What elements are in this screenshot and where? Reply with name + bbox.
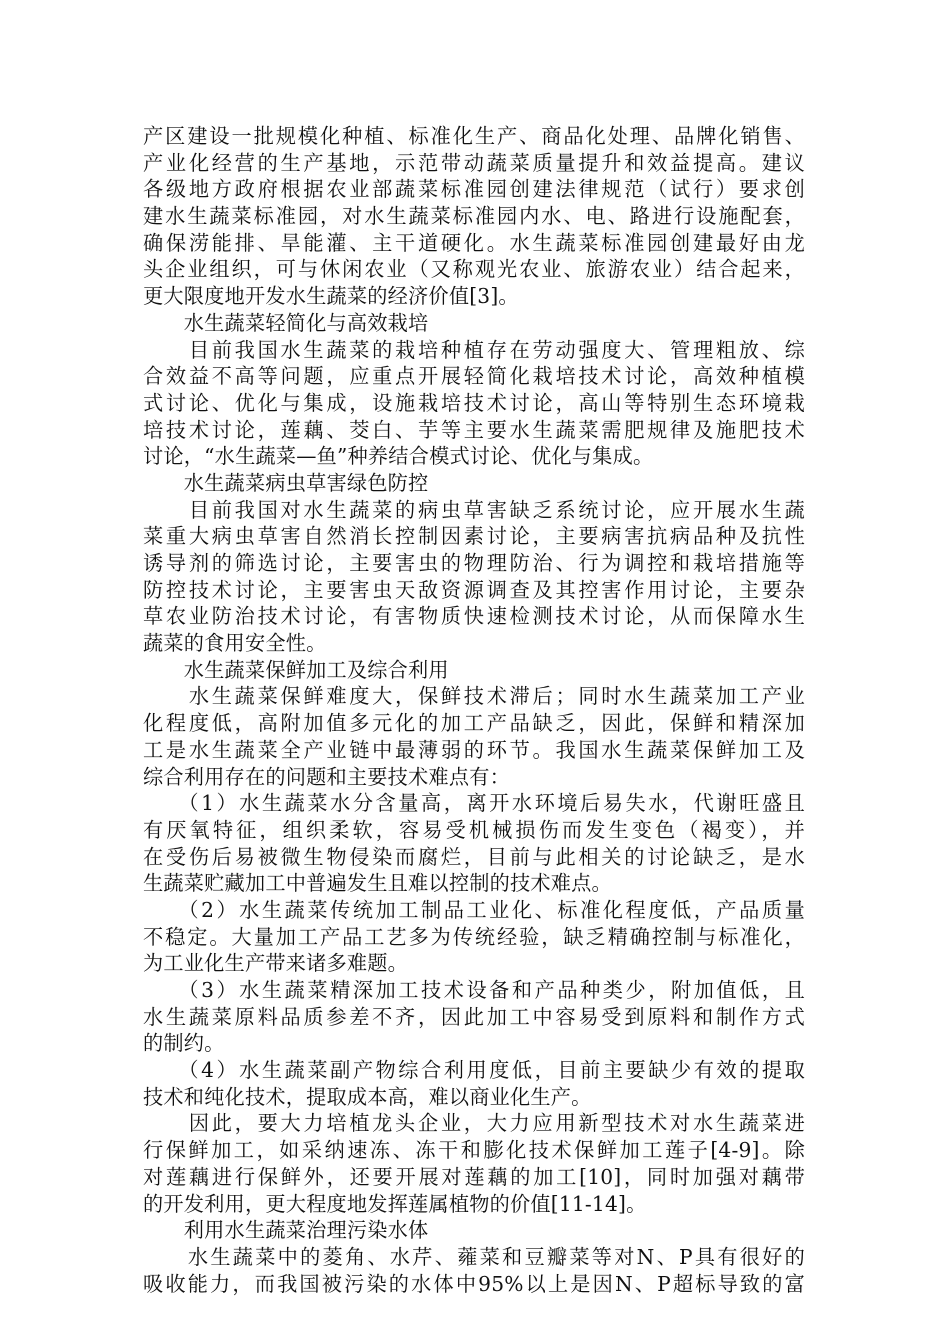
text-line: 目前我国水生蔬菜的栽培种植存在劳动强度大、管理粗放、综 [143, 337, 805, 362]
text-line: 菜重大病虫草害自然消长控制因素讨论，主要病害抗病品种及抗性 [143, 524, 805, 549]
text-line: 技术和纯化技术，提取成本高，难以商业化生产。 [143, 1084, 592, 1109]
text-line: 各级地方政府根据农业部蔬菜标准园创建法律规范（试行）要求创 [143, 177, 805, 202]
text-line: 式讨论、优化与集成，设施栽培技术讨论，高山等特别生态环境栽 [143, 390, 805, 415]
text-line: 不稳定。大量加工产品工艺多为传统经验，缺乏精确控制与标准化， [143, 924, 805, 949]
text-line: 防控技术讨论，主要害虫天敌资源调查及其控害作用讨论，主要杂 [143, 577, 805, 602]
text-line: 水生蔬菜原料品质参差不齐，因此加工中容易受到原料和制作方式 [143, 1004, 805, 1029]
text-line: 为工业化生产带来诸多难题。 [143, 951, 409, 976]
text-line: 蔬菜的食用安全性。 [143, 631, 327, 656]
text-line: 讨论，“水生蔬菜—鱼”种养结合模式讨论、优化与集成。 [143, 444, 654, 469]
text-line: 更大限度地开发水生蔬菜的经济价值[3]。 [143, 284, 519, 309]
text-line: 有厌氧特征，组织柔软，容易受机械损伤而发生变色（褐变），并 [143, 817, 805, 842]
text-line: 工是水生蔬菜全产业链中最薄弱的环节。我国水生蔬菜保鲜加工及 [143, 737, 805, 762]
text-line: 在受伤后易被微生物侵染而腐烂，目前与此相关的讨论缺乏，是水 [143, 844, 805, 869]
document-body [143, 123, 805, 1297]
text-line: 吸收能力，而我国被污染的水体中95%以上是因N、P超标导致的富 [143, 1271, 805, 1296]
text-line: 建水生蔬菜标准园，对水生蔬菜标准园内水、电、路进行设施配套， [143, 204, 805, 229]
text-line: 利用水生蔬菜治理污染水体 [143, 1218, 429, 1243]
text-line: 目前我国对水生蔬菜的病虫草害缺乏系统讨论，应开展水生蔬 [143, 497, 805, 522]
text-line: 水生蔬菜保鲜加工及综合利用 [143, 657, 449, 682]
text-line: （3）水生蔬菜精深加工技术设备和产品种类少，附加值低，且 [143, 978, 805, 1002]
text-line: 合效益不高等问题，应重点开展轻简化栽培技术讨论，高效种植模 [143, 364, 805, 389]
text-line: 化程度低，高附加值多元化的加工产品缺乏，因此，保鲜和精深加 [143, 711, 805, 736]
text-line: （1）水生蔬菜水分含量高，离开水环境后易失水，代谢旺盛且 [143, 791, 805, 816]
text-line: 行保鲜加工，如采纳速冻、冻干和膨化技术保鲜加工莲子[4-9]。除 [143, 1138, 805, 1163]
text-line: 对莲藕进行保鲜外，还要开展对莲藕的加工[10]，同时加强对藕带 [143, 1164, 805, 1189]
text-line: 的开发利用，更大程度地发挥莲属植物的价值[11-14]。 [143, 1191, 647, 1216]
text-line: 草农业防治技术讨论，有害物质快速检测技术讨论，从而保障水生 [143, 604, 805, 629]
text-line: 水生蔬菜保鲜难度大，保鲜技术滞后；同时水生蔬菜加工产业 [143, 684, 805, 709]
text-line: 综合利用存在的问题和主要技术难点有： [143, 764, 510, 789]
text-line: （2）水生蔬菜传统加工制品工业化、标准化程度低，产品质量 [143, 897, 805, 922]
text-line: 水生蔬菜轻简化与高效栽培 [143, 310, 429, 335]
text-line: 的制约。 [143, 1031, 225, 1056]
text-line: （4）水生蔬菜副产物综合利用度低，目前主要缺少有效的提取 [143, 1058, 805, 1083]
text-line: 头企业组织，可与休闲农业（又称观光农业、旅游农业）结合起来， [143, 257, 805, 282]
text-line: 诱导剂的筛选讨论，主要害虫的物理防治、行为调控和栽培措施等 [143, 551, 805, 575]
text-line: 产业化经营的生产基地，示范带动蔬菜质量提升和效益提高。建议 [143, 150, 805, 175]
text-line: 确保涝能排、旱能灌、主干道硬化。水生蔬菜标准园创建最好由龙 [143, 230, 805, 255]
text-line: 生蔬菜贮藏加工中普遍发生且难以控制的技术难点。 [143, 871, 612, 896]
text-line: 产区建设一批规模化种植、标准化生产、商品化处理、品牌化销售、 [143, 124, 805, 148]
text-line: 培技术讨论，莲藕、茭白、芋等主要水生蔬菜需肥规律及施肥技术 [143, 417, 805, 442]
text-line: 水生蔬菜病虫草害绿色防控 [143, 470, 429, 495]
text-line: 水生蔬菜中的菱角、水芹、蕹菜和豆瓣菜等对N、P具有很好的 [143, 1244, 805, 1269]
text-line: 因此，要大力培植龙头企业，大力应用新型技术对水生蔬菜进 [143, 1111, 805, 1136]
